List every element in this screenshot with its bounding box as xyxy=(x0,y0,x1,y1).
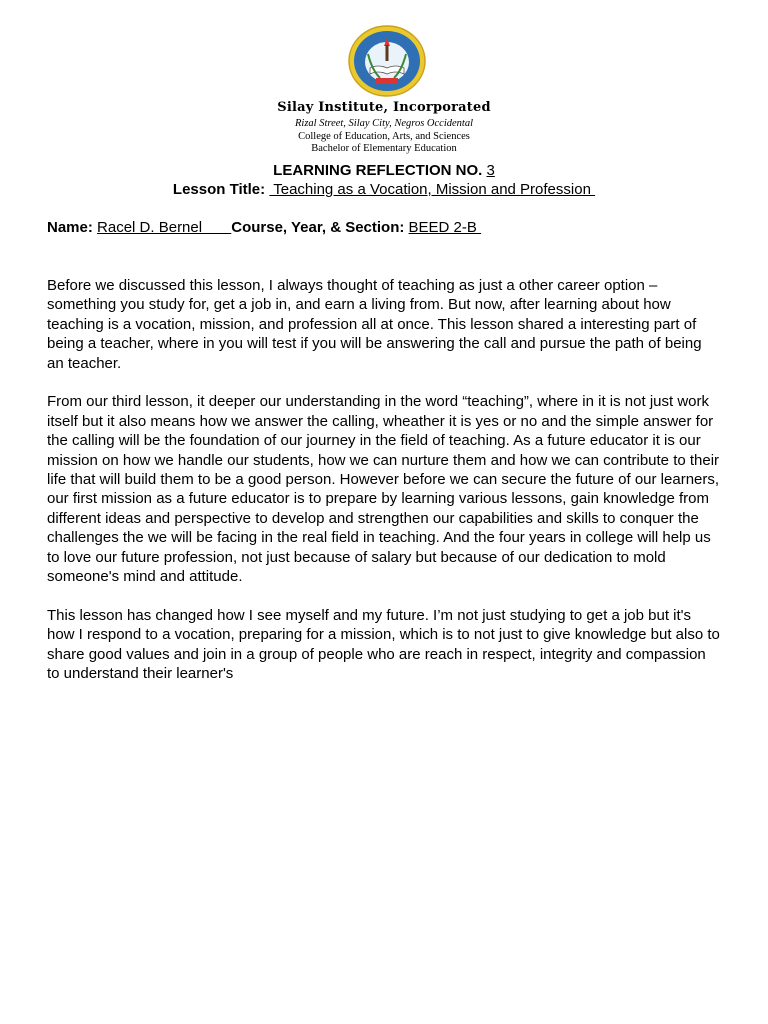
paragraph: This lesson has changed how I see myself and my future. I’m not just studying to get a job but it's how I respond to a vocation, preparing for a mission, which is to not just to give knowledge but also to share good values and join in a group of people who are reach in respect, integrity and compassion to understand their learner's xyxy=(47,606,720,683)
course-label: Course, Year, & Section: xyxy=(231,219,405,236)
lesson-title-value: Teaching as a Vocation, Mission and Profession xyxy=(269,181,596,198)
reflection-label: LEARNING REFLECTION NO. xyxy=(273,162,483,179)
paragraph: From our third lesson, it deeper our understanding in the word “teaching”, where in it is not just work itself but it also means how we answer the calling, wheather it is yes or no and the simple answer for the calling will be the foundation of our journey in the field of teaching. As a future educator it is our mission on how we handle our students, how we can nurture them and how we can contribute to their life that will build them to be a good person. However before we can secure the future of our learners, our first mission as a future educator is to prepare by learning various lessons, gain knowledge from different ideas and perspective to develop and strengthen our capabilities and skills to conquer the challenges the we will be facing in the real field in teaching. And the four years in college will help us to love our future profession, not just because of salary but because of our dedication to mold someone's mind and attitude. xyxy=(47,393,720,586)
lesson-title-label: Lesson Title: xyxy=(172,181,266,198)
school-seal-logo xyxy=(346,24,428,98)
program-name: Bachelor of Elementary Education xyxy=(311,143,457,154)
student-info-line xyxy=(47,219,481,236)
name-label: Name: xyxy=(47,219,93,236)
institution-address: Rizal Street, Silay City, Negros Occidental xyxy=(295,118,473,129)
paragraph: Before we discussed this lesson, I always thought of teaching as just a other career option – something you study for, get a job in, and earn a living from. But now, after learning about how teaching is a vocation, mission, and profession all at once. This lesson shared a interesting part of being a teacher, where in you will test if you will be answering the call and pursue the path of being an teacher. xyxy=(47,277,702,372)
lesson-title-line xyxy=(0,181,768,198)
course-value: BEED 2-B xyxy=(408,219,482,236)
reflection-body xyxy=(47,276,722,703)
reflection-heading xyxy=(0,162,768,179)
institution-name: Silay Institute, Incorporated xyxy=(277,100,491,115)
reflection-number: 3 xyxy=(486,162,495,179)
college-name: College of Education, Arts, and Sciences xyxy=(298,131,470,142)
name-value: Racel D. Bernel xyxy=(97,219,232,236)
